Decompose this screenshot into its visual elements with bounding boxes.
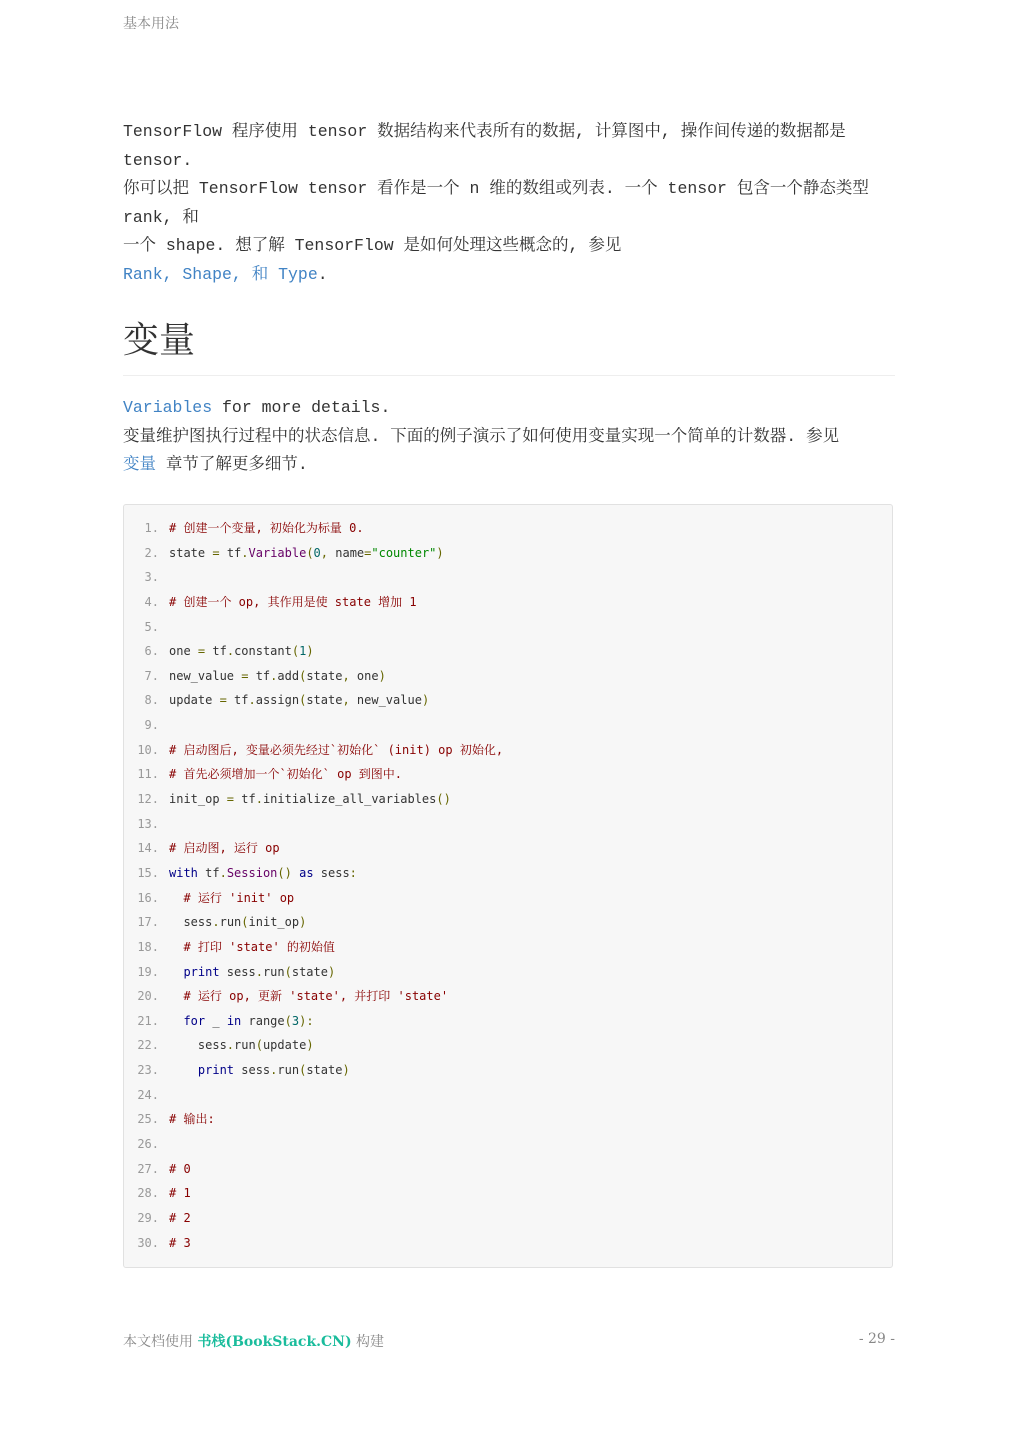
code-line <box>124 1206 892 1231</box>
code-token: . <box>248 693 256 708</box>
code-token: tf <box>205 644 227 659</box>
code-line <box>124 762 892 787</box>
code-token: ( <box>284 1013 292 1028</box>
intro-paragraph <box>123 118 895 289</box>
line-number: 27. <box>137 1161 159 1176</box>
line-number: 17. <box>137 915 159 930</box>
code-token <box>169 891 183 905</box>
code-token <box>169 940 183 954</box>
code-line <box>124 935 892 960</box>
line-number: 5. <box>144 619 159 634</box>
code-line <box>124 836 892 861</box>
code-token: _ <box>205 1013 227 1028</box>
code-line <box>124 960 892 985</box>
code-token: = <box>219 693 227 708</box>
line-number: 25. <box>137 1112 159 1127</box>
code-token: tf <box>248 668 271 683</box>
code-line <box>124 787 892 812</box>
code-token: ( <box>284 964 292 979</box>
code-token: run <box>277 1063 300 1078</box>
code-token: 1 <box>299 644 307 659</box>
code-token: 0 <box>313 545 321 560</box>
code-token: init_op <box>248 915 300 930</box>
code-token: ) <box>342 1063 350 1078</box>
code-token: # 1 <box>169 1186 191 1201</box>
code-token: sess <box>313 865 350 880</box>
code-token: Session <box>226 865 278 880</box>
code-token: new_value <box>169 668 242 683</box>
code-token: as <box>299 865 314 880</box>
code-token: ( <box>241 915 249 930</box>
code-token: # 创建一个变量, 初始化为标量 0. <box>169 521 364 535</box>
code-token: . <box>212 915 220 930</box>
code-token: one <box>349 668 379 683</box>
code-token: "counter" <box>371 545 437 560</box>
line-number: 10. <box>137 742 159 757</box>
code-token: = <box>241 668 249 683</box>
code-token: sess <box>169 915 213 930</box>
code-line <box>124 1181 892 1206</box>
line-number: 8. <box>144 693 159 708</box>
line-number: 28. <box>137 1186 159 1201</box>
variables-line-3 <box>123 451 895 480</box>
line-number: 19. <box>137 964 159 979</box>
line-number: 7. <box>144 668 159 683</box>
code-token: ( <box>299 693 307 708</box>
code-line <box>124 1033 892 1058</box>
code-token: ) <box>327 964 336 979</box>
line-number: 21. <box>137 1013 159 1028</box>
code-token: = <box>364 545 372 560</box>
code-token: () <box>277 865 292 880</box>
code-token: tf <box>234 792 256 807</box>
line-number: 30. <box>137 1235 159 1250</box>
code-token: # 运行 'init' op <box>183 890 295 905</box>
code-line <box>124 1231 892 1256</box>
code-token: . <box>255 964 263 979</box>
footer-suffix: 构建 <box>351 1334 385 1350</box>
bookstack-brand-link[interactable]: 书栈(BookStack.CN) <box>197 1334 352 1350</box>
code-line <box>124 541 892 566</box>
code-token: # 创建一个 op, 其作用是使 state 增加 1 <box>169 594 417 609</box>
code-line <box>124 1009 892 1034</box>
code-token: () <box>436 792 451 807</box>
code-token: # 首先必须增加一个`初始化` op 到图中. <box>169 767 403 782</box>
code-line <box>124 565 892 590</box>
line-number: 16. <box>137 890 159 905</box>
code-token: . <box>241 545 249 560</box>
code-token: , <box>342 668 350 683</box>
code-token: 3 <box>291 1013 300 1028</box>
variables-paragraph <box>123 394 895 480</box>
code-token: sess <box>234 1063 271 1078</box>
variables-desc-line: 变量维护图执行过程中的状态信息. 下面的例子演示了如何使用变量实现一个简单的计数器. 参见 <box>123 426 840 446</box>
code-block <box>123 504 893 1268</box>
code-token: . <box>219 865 227 880</box>
intro-period: . <box>317 264 328 284</box>
chapter-details-text: 章节了解更多细节. <box>156 455 308 474</box>
code-token: state <box>291 964 328 979</box>
code-token: . <box>226 1038 235 1053</box>
code-token <box>169 1063 198 1077</box>
code-token: assign <box>255 693 300 708</box>
intro-line-1: TensorFlow 程序使用 tensor 数据结构来代表所有的数据, 计算图中, 操作间传递的数据都是 tensor. <box>123 122 846 170</box>
code-line <box>124 886 892 911</box>
code-token: # 启动图, 运行 op <box>169 841 280 856</box>
line-number: 9. <box>144 718 159 733</box>
code-token: . <box>255 792 263 807</box>
code-token: sess <box>219 964 256 979</box>
code-token: , <box>320 545 329 560</box>
intro-line-4 <box>123 261 895 290</box>
line-number: 29. <box>137 1210 159 1225</box>
code-token: ) <box>299 915 307 930</box>
code-line <box>124 861 892 886</box>
code-token: ( <box>306 545 314 560</box>
code-token: tf <box>226 693 249 708</box>
line-number: 22. <box>137 1038 159 1053</box>
code-token: init_op <box>169 792 227 807</box>
code-line <box>124 516 892 541</box>
page-footer <box>123 1331 895 1351</box>
page-number: - 29 - <box>858 1331 895 1347</box>
line-number: 6. <box>144 644 159 659</box>
code-token: run <box>234 1038 256 1053</box>
intro-line-2: 你可以把 TensorFlow tensor 看作是一个 n 维的数组或列表. 一个 tensor 包含一个静态类型 rank, 和 <box>123 179 869 227</box>
code-line <box>124 910 892 935</box>
code-line <box>124 812 892 837</box>
line-number: 4. <box>144 594 159 609</box>
code-token: sess <box>169 1038 227 1053</box>
code-token: # 打印 'state' 的初始值 <box>183 939 335 954</box>
code-token: new_value <box>349 693 422 708</box>
code-token: ( <box>299 1063 307 1078</box>
code-token: # 3 <box>169 1235 191 1250</box>
code-token: : <box>349 865 357 880</box>
code-token: print <box>197 1063 235 1078</box>
code-line <box>124 590 892 615</box>
code-token: state <box>306 668 343 683</box>
line-number: 26. <box>137 1137 159 1152</box>
variables-cn-link[interactable]: 变量 <box>123 455 156 474</box>
code-token: # 2 <box>169 1210 191 1225</box>
code-token: ( <box>291 644 300 659</box>
line-number: 12. <box>137 792 159 807</box>
code-token: tf <box>219 545 242 560</box>
main-content <box>123 118 895 480</box>
code-token: for <box>183 1013 206 1028</box>
code-line <box>124 1058 892 1083</box>
code-line <box>124 1157 892 1182</box>
code-token: one <box>169 644 198 659</box>
code-line <box>124 1107 892 1132</box>
code-line <box>124 1132 892 1157</box>
code-token: add <box>277 668 300 683</box>
code-token: constant <box>234 644 292 659</box>
line-number: 24. <box>137 1087 159 1102</box>
line-number: 1. <box>144 521 159 535</box>
footer-prefix: 本文档使用 <box>123 1334 198 1350</box>
code-token: tf <box>197 865 220 880</box>
code-token: with <box>169 865 198 880</box>
line-number: 13. <box>137 816 159 831</box>
code-token: ) <box>306 1038 314 1053</box>
code-token: . <box>270 668 278 683</box>
code-token: # 0 <box>169 1161 191 1176</box>
code-token: = <box>226 792 235 807</box>
line-number: 14. <box>137 841 159 856</box>
code-token: ) <box>421 693 430 708</box>
code-token: ) <box>436 545 444 560</box>
intro-line-3: 一个 shape. 想了解 TensorFlow 是如何处理这些概念的, 参见 <box>123 236 622 255</box>
code-token: in <box>226 1013 242 1028</box>
code-line <box>124 713 892 738</box>
code-line <box>124 615 892 640</box>
code-line <box>124 1083 892 1108</box>
line-number: 20. <box>137 989 159 1004</box>
code-token: print <box>183 964 220 979</box>
code-token: = <box>212 545 220 560</box>
code-token: range <box>241 1013 285 1028</box>
variables-link[interactable]: Variables <box>123 398 213 417</box>
code-token: ) <box>306 644 314 659</box>
code-token: Variable <box>248 545 307 560</box>
rank-shape-type-link[interactable]: Rank, Shape, 和 Type <box>123 264 318 284</box>
code-token: # 输出: <box>169 1112 215 1127</box>
code-token: . <box>226 644 235 659</box>
code-token: ): <box>299 1013 314 1028</box>
code-token: # 运行 op, 更新 'state', 并打印 'state' <box>183 989 449 1004</box>
code-token: initialize_all_variables <box>262 792 437 807</box>
line-number: 11. <box>137 767 159 782</box>
code-token: update <box>262 1038 307 1053</box>
code-token: . <box>270 1063 278 1078</box>
code-token: state <box>306 693 343 708</box>
line-number: 3. <box>144 570 159 585</box>
line-number: 15. <box>137 865 159 880</box>
section-heading: 变量 <box>123 319 895 376</box>
code-token <box>169 1014 183 1028</box>
code-token: run <box>262 964 285 979</box>
code-token: , <box>342 693 350 708</box>
running-header: 基本用法 <box>123 16 179 32</box>
code-line <box>124 664 892 689</box>
code-token: update <box>169 693 220 708</box>
code-token: = <box>197 644 206 659</box>
code-token: # 启动图后, 变量必须先经过`初始化` (init) op 初始化, <box>169 742 504 757</box>
code-token: ( <box>299 668 307 683</box>
variables-line-1 <box>123 394 895 423</box>
code-line <box>124 639 892 664</box>
code-token: ) <box>378 668 386 683</box>
code-line <box>124 738 892 763</box>
code-token <box>169 989 183 1003</box>
for-more-details-text: for more details. <box>212 398 391 417</box>
code-token: run <box>219 915 242 930</box>
code-line <box>124 688 892 713</box>
line-number: 18. <box>137 939 159 954</box>
code-token <box>292 866 299 880</box>
code-token: ( <box>255 1038 263 1053</box>
code-token <box>169 965 183 979</box>
line-number: 2. <box>144 545 159 560</box>
code-token: name <box>328 545 365 560</box>
line-number: 23. <box>137 1063 159 1078</box>
code-token: state <box>169 545 213 560</box>
code-token: state <box>306 1063 343 1078</box>
code-line <box>124 984 892 1009</box>
